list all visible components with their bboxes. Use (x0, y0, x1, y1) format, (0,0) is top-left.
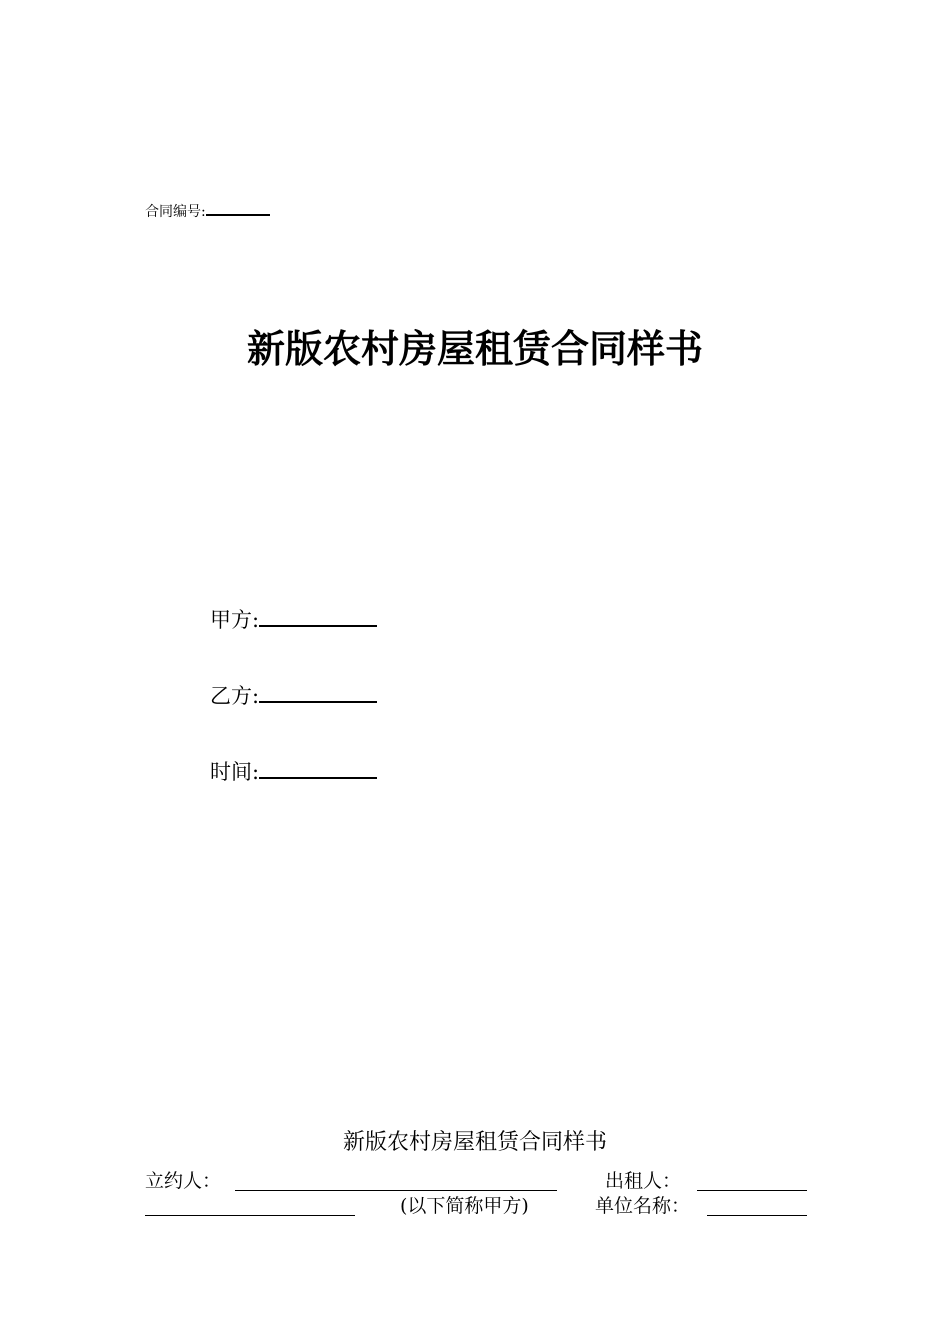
party-a-label: 甲方: (210, 608, 260, 632)
signatory-blank (235, 1190, 557, 1191)
continuation-blank (145, 1215, 355, 1216)
party-a-blank (259, 607, 377, 627)
abbreviation-note: (以下简称甲方) (400, 1195, 529, 1217)
cover-title: 新版农村房屋租赁合同样书 (246, 327, 703, 371)
unit-name-blank (707, 1215, 807, 1216)
party-b-line (210, 682, 377, 710)
lessor-label: 出租人： (605, 1170, 682, 1192)
party-b-label: 乙方: (210, 684, 260, 708)
contract-number-label: 合同编号: (145, 204, 206, 220)
contract-number-blank (206, 200, 270, 216)
signatory-label: 立约人： (145, 1170, 222, 1192)
unit-name-label: 单位名称： (595, 1195, 691, 1217)
date-label: 时间: (210, 760, 260, 784)
date-blank (259, 759, 377, 779)
signatory-row (145, 1168, 807, 1194)
lessor-blank (697, 1190, 807, 1191)
abbreviation-row (145, 1193, 807, 1219)
contract-number-line (145, 200, 270, 222)
body-title: 新版农村房屋租赁合同样书 (342, 1130, 607, 1155)
date-line (210, 758, 377, 786)
party-b-blank (259, 683, 377, 703)
party-a-line (210, 606, 377, 634)
